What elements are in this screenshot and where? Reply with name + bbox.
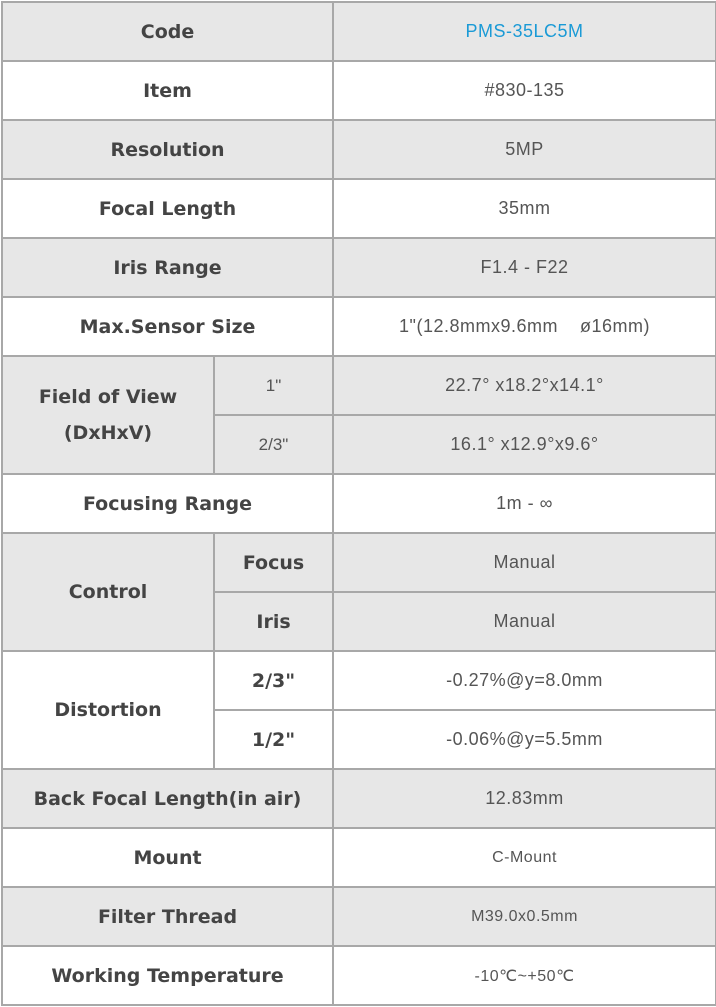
spec-row-item [2, 61, 716, 120]
resolution-value: 5MP [333, 120, 716, 179]
fov-value: 22.7° x18.2°x14.1° [333, 356, 716, 415]
spec-row-sensor-size [2, 297, 716, 356]
code-value: PMS-35LC5M [333, 2, 716, 61]
spec-row-focal-length [2, 179, 716, 238]
sensor-size-label: Max.Sensor Size [2, 297, 333, 356]
mount-value: C-Mount [333, 828, 716, 887]
focal-length-label: Focal Length [2, 179, 333, 238]
distortion-value: -0.06%@y=5.5mm [333, 710, 716, 769]
control-focus-label: Focus [214, 533, 333, 592]
spec-row-back-focal-length [2, 769, 716, 828]
back-focal-length-label: Back Focal Length(in air) [2, 769, 333, 828]
control-label: Control [2, 533, 214, 651]
filter-thread-label: Filter Thread [2, 887, 333, 946]
spec-row-code [2, 2, 716, 61]
spec-row-mount [2, 828, 716, 887]
spec-row-filter-thread [2, 887, 716, 946]
item-value: #830-135 [333, 61, 716, 120]
working-temperature-value: -10℃~+50℃ [333, 946, 716, 1005]
distortion-format-label: 2/3" [214, 651, 333, 710]
back-focal-length-value: 12.83mm [333, 769, 716, 828]
fov-format-label: 1" [214, 356, 333, 415]
item-label: Item [2, 61, 333, 120]
focal-length-value: 35mm [333, 179, 716, 238]
control-iris-value: Manual [333, 592, 716, 651]
control-iris-label: Iris [214, 592, 333, 651]
focusing-range-value: 1m - ∞ [333, 474, 716, 533]
distortion-value: -0.27%@y=8.0mm [333, 651, 716, 710]
control-focus-value: Manual [333, 533, 716, 592]
spec-table [1, 1, 716, 1006]
spec-row-resolution [2, 120, 716, 179]
sensor-size-value: 1"(12.8mmx9.6mm ø16mm) [333, 297, 716, 356]
spec-row-focusing-range [2, 474, 716, 533]
spec-row-distortion-1 [2, 651, 716, 710]
fov-format-label: 2/3" [214, 415, 333, 474]
filter-thread-value: M39.0x0.5mm [333, 887, 716, 946]
spec-row-control-focus [2, 533, 716, 592]
iris-range-value: F1.4 - F22 [333, 238, 716, 297]
distortion-format-label: 1/2" [214, 710, 333, 769]
spec-row-working-temperature [2, 946, 716, 1005]
working-temperature-label: Working Temperature [2, 946, 333, 1005]
field-of-view-label-line2: (DxHxV) [63, 422, 153, 444]
code-label: Code [2, 2, 333, 61]
mount-label: Mount [2, 828, 333, 887]
focusing-range-label: Focusing Range [2, 474, 333, 533]
field-of-view-label-line1: Field of View [38, 386, 178, 408]
iris-range-label: Iris Range [2, 238, 333, 297]
fov-value: 16.1° x12.9°x9.6° [333, 415, 716, 474]
resolution-label: Resolution [2, 120, 333, 179]
spec-row-fov-1 [2, 356, 716, 415]
field-of-view-label [2, 356, 214, 474]
spec-row-iris-range [2, 238, 716, 297]
distortion-label: Distortion [2, 651, 214, 769]
